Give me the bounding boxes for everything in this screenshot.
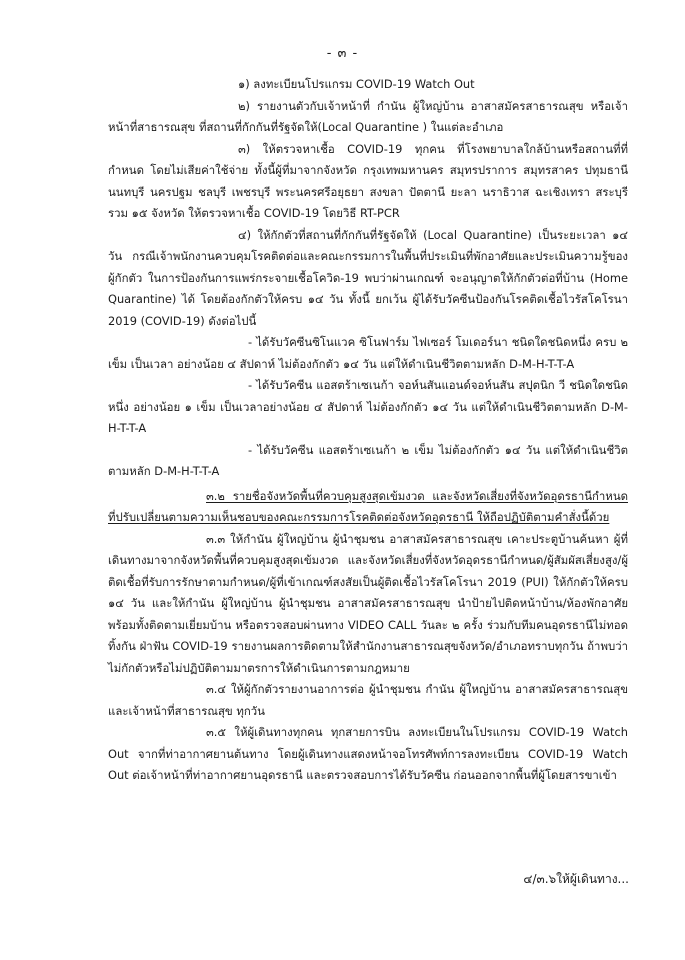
footer-continuation: ๔/๓.๖ให้ผู้เดินทาง... [523,872,629,886]
vaccine-rule-2: - ได้รับวัคซีน แอสตร้าเซเนก้า จอห์นสันแอนด์จอห์นสัน สปุตนิก วี ชนิดใดชนิดหนึ่ง อย่างน้อย ๑ เข็ม เป็นเวลาอย่างน้อย ๔ สัปดาห์ ไม่ต้องกักตัว ๑๔ วัน แต่ให้ดำเนินชีวิตตามหลัก D-M-H-T-T-A [108,378,628,435]
item-4-quarantine: ๔) ให้กักตัวที่สถานที่กักกันที่รัฐจัดให้ (Local Quarantine) เป็นระยะเวลา ๑๔ วัน กรณีเจ้าพนักงานควบคุมโรคติดต่อและคณะกรรมการในพื้นที่ประเมินที่พักอาศัยและประเมินความรู้ของผู้กักตัว ในการป้องกันการแพร่กระจายเชื้อโควิด-19 พบว่าผ่านเกณฑ์ จะอนุญาตให้กักตัวต่อที่บ้าน (Home Quarantine) ได้ โดยต้องกักตัวให้ครบ ๑๔ วัน ทั้งนี้ ยกเว้น ผู้ได้รับวัคซีนป้องกันโรคติดเชื้อไวรัสโคโรนา 2019 (COVID-19) ดังต่อไปนี้ [108,227,628,328]
document-body [108,74,628,787]
section-3-2-provinces: ๓.๒ รายชื่อจังหวัดพื้นที่ควบคุมสูงสุดเข้มงวด และจังหวัดเสี่ยงที่จังหวัดอุดรธานีกำหนด ที่ปรับเปลี่ยนตามความเห็นชอบของคณะกรรมการโรคติดต่อจังหวัดอุดรธานี ให้ถือปฏิบัติตามคำสั่งนี้ด้วย [108,488,628,524]
item-1-register-app: ๑) ลงทะเบียนโปรแกรม COVID-19 Watch Out [238,77,475,91]
vaccine-rule-3: - ได้รับวัคซีน แอสตร้าเซเนก้า ๒ เข็ม ไม่ต้องกักตัว ๑๔ วัน แต่ให้ดำเนินชีวิตตามหลัก D-M-H-T-T-A [108,442,628,478]
section-3-3-door-to-door: ๓.๓ ให้กำนัน ผู้ใหญ่บ้าน ผู้นำชุมชน อาสาสมัครสาธารณสุข เคาะประตูบ้านค้นหา ผู้ที่เดินทางมาจากจังหวัดพื้นที่ควบคุมสูงสุดเข้มงวด และจังหวัดเสี่ยงที่จังหวัดอุดรธานีกำหนด/ผู้สัมผัสเสี่ยงสูง/ผู้ติดเชื้อที่รับการรักษาตามกำหนด/ผู้ที่เข้าเกณฑ์สงสัยเป็นผู้ติดเชื้อไวรัสโคโรนา 2019 (PUI) ให้กักตัวให้ครบ ๑๔ วัน และให้กำนัน ผู้ใหญ่บ้าน ผู้นำชุมชน อาสาสมัครสาธารณสุข นำป้ายไปติดหน้าบ้าน/ห้องพักอาศัยพร้อมทั้งติดตามเยี่ยมบ้าน หรือตรวจสอบผ่านทาง VIDEO CALL วันละ ๒ ครั้ง ร่วมกับทีมคนอุดรธานีไม่ทอดทิ้งกัน ฝ่าฟัน COVID-19 รายงานผลการติดตามให้สำนักงานสาธารณสุขจังหวัด/อำเภอทราบทุกวัน ถ้าพบว่าไม่กักตัวหรือไม่ปฏิบัติตามมาตรการให้ดำเนินการตามกฎหมาย [108,531,628,675]
item-3-covid-test: ๓) ให้ตรวจหาเชื้อ COVID-19 ทุกคน ที่โรงพยาบาลใกล้บ้านหรือสถานที่ที่กำหนด โดยไม่เสียค่าใช้จ่าย ทั้งนี้ผู้ที่มาจากจังหวัด กรุงเทพมหานคร สมุทรปราการ สมุทรสาคร ปทุมธานี นนทบุรี นครปฐม ชลบุรี เพชรบุรี พระนครศรีอยุธยา สงขลา ปัตตานี ยะลา นราธิวาส ฉะเชิงเทรา สระบุรี รวม ๑๕ จังหวัด ให้ตรวจหาเชื้อ COVID-19 โดยวิธี RT-PCR [108,141,628,220]
vaccine-rule-1: - ได้รับวัคซีนซิโนแวค ซิโนฟาร์ม ไฟเซอร์ โมเดอร์นา ชนิดใดชนิดหนึ่ง ครบ ๒ เข็ม เป็นเวลา อย่างน้อย ๔ สัปดาห์ ไม่ต้องกักตัว ๑๔ วัน แต่ให้ดำเนินชีวิตตามหลัก D-M-H-T-T-A [108,335,628,371]
section-3-5-air-travelers: ๓.๕ ให้ผู้เดินทางทุกคน ทุกสายการบิน ลงทะเบียนในโปรแกรม COVID-19 Watch Out จากที่ท่าอากาศยานต้นทาง โดยผู้เดินทางแสดงหน้าจอโทรศัพท์การลงทะเบียน COVID-19 Watch Out ต่อเจ้าหน้าที่ท่าอากาศยานอุดรธานี และตรวจสอบการได้รับวัคซีน ก่อนออกจากพื้นที่ผู้โดยสารขาเข้า [108,725,628,782]
section-3-4-daily-report: ๓.๔ ให้ผู้กักตัวรายงานอาการต่อ ผู้นำชุมชน กำนัน ผู้ใหญ่บ้าน อาสาสมัครสาธารณสุข และเจ้าหน้าที่สาธารณสุข ทุกวัน [108,682,628,718]
page-number: - ๓ - [326,46,359,61]
item-2-report-officer: ๒) รายงานตัวกับเจ้าหน้าที่ กำนัน ผู้ใหญ่บ้าน อาสาสมัครสาธารณสุข หรือเจ้าหน้าที่สาธารณสุข ที่สถานที่กักกันที่รัฐจัดให้(Local Quarantine ) ในแต่ละอำเภอ [108,98,628,134]
